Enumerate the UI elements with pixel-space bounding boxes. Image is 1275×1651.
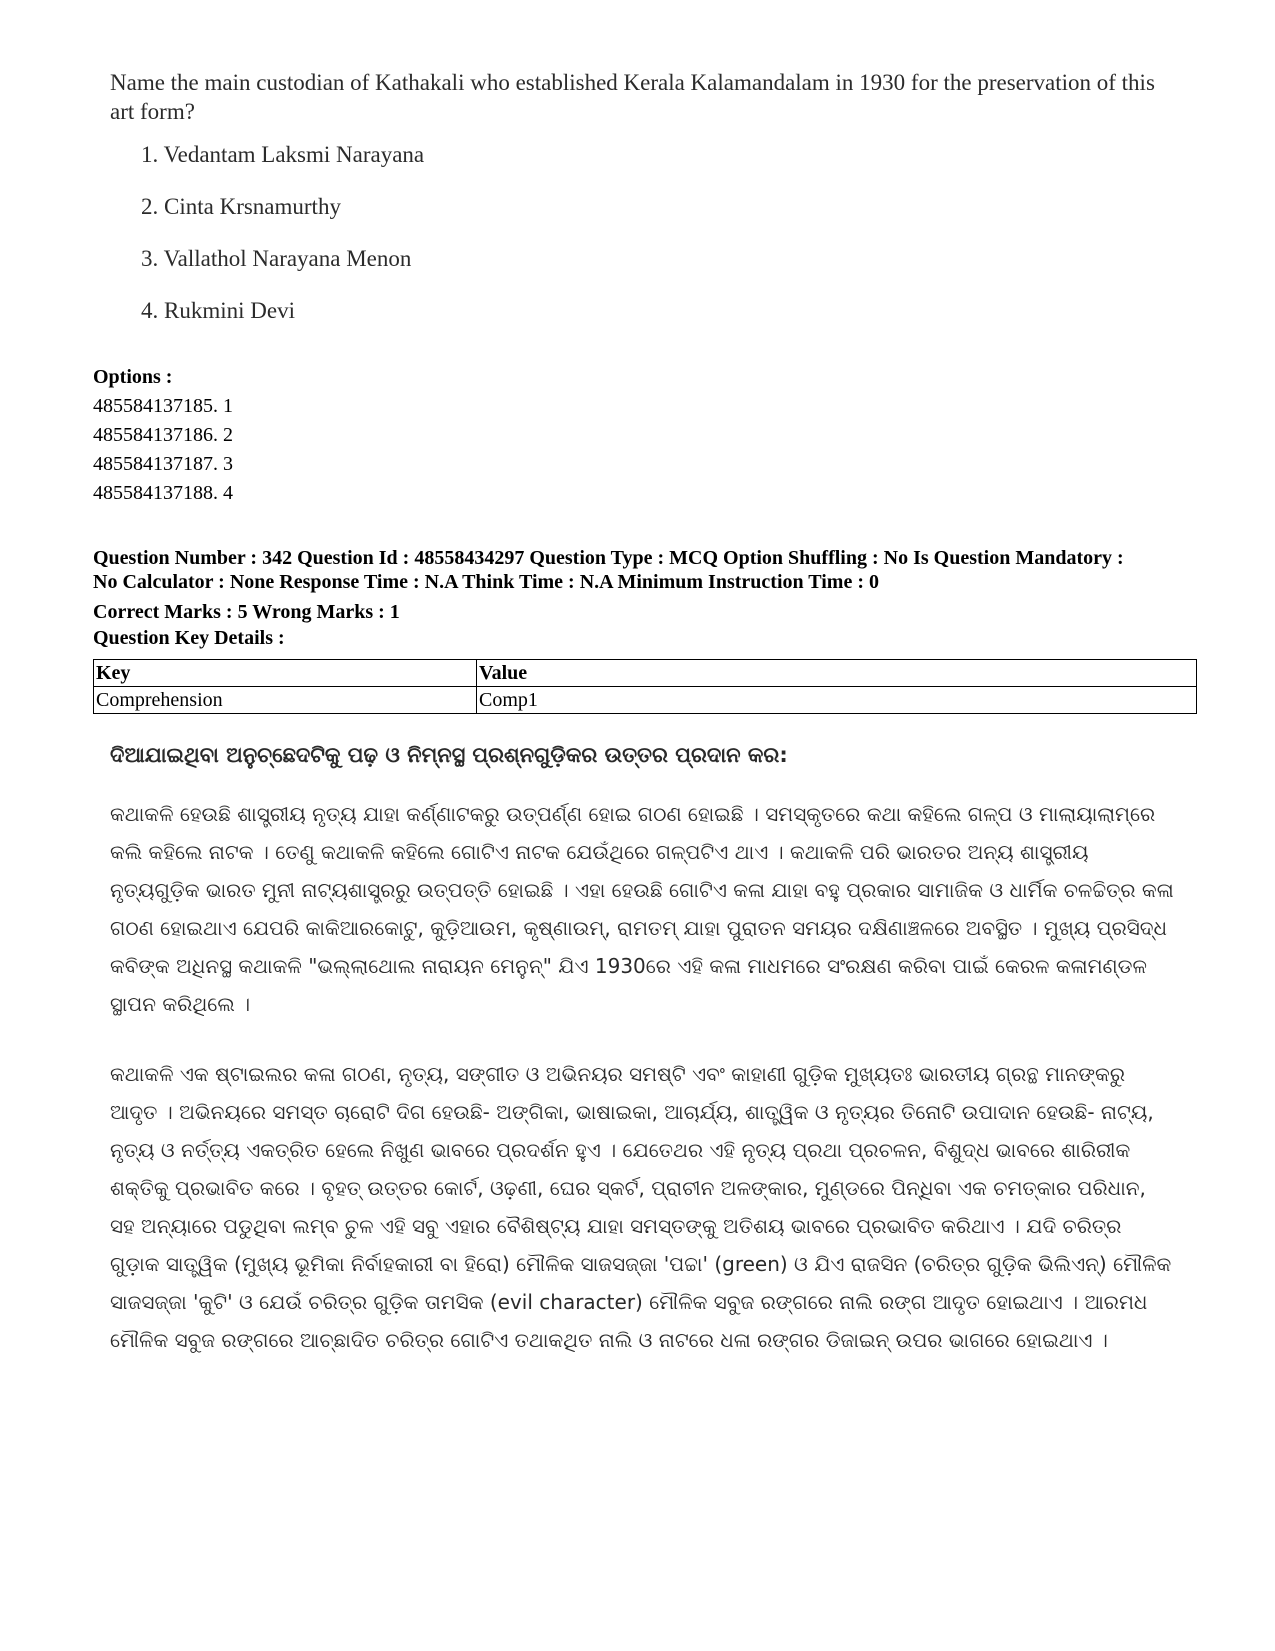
option-id-row: 485584137188. 4	[93, 482, 233, 504]
question-text: Name the main custodian of Kathakali who established Kerala Kalamandalam in 1930 for the preservation of this art form?	[110, 70, 1155, 124]
passage-heading: ଦିଆଯାଇଥିବା ଅନୁଚ୍ଛେଦଟିକୁ ପଢ଼ ଓ ନିମ୍ନସ୍ଥ ପ୍ରଶ୍ନଗୁଡ଼ିକର ଉତ୍ତର ପ୍ରଦାନ କର:	[110, 743, 788, 767]
key-details-table	[93, 659, 1197, 714]
passage-paragraph: କଥାକଳି ହେଉଛି ଶାସ୍ତ୍ରୀୟ ନୃତ୍ୟ ଯାହା କର୍ଣ୍ଣାଟକରୁ ଉତ୍ପର୍ଣ୍ଣ ହୋଇ ଗଠଣ ହୋଇଛି । ସମସ୍କୃତରେ କଥା କହିଲେ ଗଳ୍ପ ଓ ମାଲାୟାଲାମ୍‌ରେ କଲି କହିଲେ ନାଟକ । ତେଣୁ କଥାକଳି କହିଲେ ଗୋଟିଏ ନାଟକ ଯେଉଁଥିରେ ଗଳ୍ପଟିଏ ଥାଏ । କଥାକଳି ପରି ଭାରତର ଅନ୍ୟ ଶାସ୍ତ୍ରୀୟ ନୃତ୍ୟଗୁଡ଼ିକ ଭାରତ ମୁନୀ ନାଟ୍ୟଶାସ୍ତ୍ରରୁ ଉତ୍ପତ୍ତି ହୋଇଛି । ଏହା ହେଉଛି ଗୋଟିଏ କଳା ଯାହା ବହୁ ପ୍ରକାର ସାମାଜିକ ଓ ଧାର୍ମିକ ଚଳଚ୍ଚିତ୍ର କଳା ଗଠଣ ହୋଇଥାଏ ଯେପରି କାକିଆରକୋଟୁ, କୁଡ଼ିଆଉମ, କୃଷ୍ଣାଉମ୍, ରାମତମ୍ ଯାହା ପୁରାତନ ସମୟର ଦକ୍ଷିଣାଞ୍ଚଳରେ ଅବସ୍ଥିତ । ମୁଖ୍ୟ ପ୍ରସିଦ୍ଧ କବିଙ୍କ ଅଧିନସ୍ଥ କଥାକଳି "ଭଲ୍ଲାଥୋଲ ନାରାୟନ ମେନୁନ୍" ଯିଏ 1930ରେ ଏହି କଳା ମାଧମରେ ସଂରକ୍ଷଣ କରିବା ପାଇଁ କେରଳ କଳାମଣ୍ଡଳ ସ୍ଥାପନ କରିଥିଲେ ।	[110, 802, 1174, 1016]
question-image	[110, 68, 1170, 348]
question-metadata	[93, 546, 1203, 650]
answer-choice: 4. Rukmini Devi	[141, 298, 295, 323]
table-cell: Comprehension	[94, 687, 477, 714]
answer-choice: 3. Vallathol Narayana Menon	[141, 246, 412, 271]
question-info-line: Question Number : 342 Question Id : 48558434297 Question Type : MCQ Option Shuffling : No Is Question Mandatory :	[93, 547, 1124, 569]
option-id-row: 485584137185. 1	[93, 395, 233, 417]
options-title: Options :	[93, 366, 173, 388]
table-cell: Comp1	[477, 687, 1197, 714]
table-row	[94, 687, 1197, 714]
options-section	[93, 363, 233, 508]
answer-choice: 2. Cinta Krsnamurthy	[141, 194, 341, 219]
option-id-row: 485584137186. 2	[93, 424, 233, 446]
passage-paragraph: କଥାକଳି ଏକ ଷ୍ଟାଇଲର କଳା ଗଠଣ, ନୃତ୍ୟ, ସଙ୍ଗୀତ ଓ ଅଭିନୟର ସମଷ୍ଟି ଏବଂ କାହାଣୀ ଗୁଡ଼ିକ ମୁଖ୍ୟତଃ ଭାରତୀୟ ଗ୍ରନ୍ଥ ମାନଙ୍କରୁ ଆଦୃତ । ଅଭିନୟରେ ସମସ୍ତ ଚାରୋଟି ଦିଗ ହେଉଛି- ଅଙ୍ଗିକା, ଭାଷାଇକା, ଆଚାର୍ଯ୍ୟ, ଶାତ୍ତ୍ୱିକ ଓ ନୃତ୍ୟର ତିନୋଟି ଉପାଦାନ ହେଉଛି- ନାଟ୍ୟ, ନୃତ୍ୟ ଓ ନର୍ତ୍ତ୍ୟ ଏକତ୍ରିତ ହେଲେ ନିଖୁଣ ଭାବରେ ପ୍ରଦର୍ଶନ ହୁଏ । ଯେତେଥର ଏହି ନୃତ୍ୟ ପ୍ରଥା ପ୍ରଚଳନ, ବିଶୁଦ୍ଧ ଭାବରେ ଶାରିରୀକ ଶକ୍ତିକୁ ପ୍ରଭାବିତ କରେ । ବୃହତ୍ ଉତ୍ତର କୋର୍ଟ, ଓଢ଼ଣୀ, ଘେର ସ୍କର୍ଟ, ପ୍ରାଚୀନ ଅଳଙ୍କାର, ମୁଣ୍ଡରେ ପିନ୍ଧିବା ଏକ ଚମତ୍କାର ପରିଧାନ, ସହ ଅନ୍ୟାରେ ପଡୁଥିବା ଲମ୍ବ ଚୁଳ ଏହି ସବୁ ଏହାର ବୈଶିଷ୍ଟ୍ୟ ଯାହା ସମସ୍ତଙ୍କୁ ଅତିଶୟ ଭାବରେ ପ୍ରଭାବିତ କରିଥାଏ । ଯଦି ଚରିତ୍ର ଗୁଡ଼ାକ ସାତ୍ତ୍ୱିକ (ମୁଖ୍ୟ ଭୂମିକା ନିର୍ବାହକାରୀ ବା ହିରୋ) ମୌଳିକ ସାଜସଜ୍ଜା 'ପଚ୍ଚା' (green) ଓ ଯିଏ ରାଜସିନ (ଚରିତ୍ର ଗୁଡ଼ିକ ଭିଲିଏନ୍) ମୌଳିକ ସାଜସଜ୍ଜା 'କୁଟି' ଓ ଯେଉଁ ଚରିତ୍ର ଗୁଡ଼ିକ ତାମସିକ (evil character) ମୌଳିକ ସବୁଜ ରଙ୍ଗରେ ନାଲି ରଙ୍ଗ ଆଦୃତ ହୋଇଥାଏ । ଆରମଧ ମୌଳିକ ସବୁଜ ରଙ୍ଗରେ ଆଚ୍ଛାଦିତ ଚରିତ୍ର ଗୋଟିଏ ତଥାକଥିତ ନାଲି ଓ ନାଟରେ ଧଳା ରଙ୍ଗର ଡିଜାଇନ୍ ଉପର ଭାଗରେ ହୋଇଥାଏ ।	[110, 1062, 1172, 1352]
option-id-row: 485584137187. 3	[93, 453, 233, 475]
table-header-row	[94, 660, 1197, 687]
answer-choice-list	[110, 140, 1170, 325]
answer-choice: 1. Vedantam Laksmi Narayana	[141, 142, 425, 167]
marks-line: Correct Marks : 5 Wrong Marks : 1	[93, 601, 400, 623]
key-details-title: Question Key Details :	[93, 627, 285, 649]
table-header-cell: Value	[477, 660, 1197, 687]
table-header-cell: Key	[94, 660, 477, 687]
question-info-line: No Calculator : None Response Time : N.A Think Time : N.A Minimum Instruction Time : 0	[93, 571, 879, 593]
